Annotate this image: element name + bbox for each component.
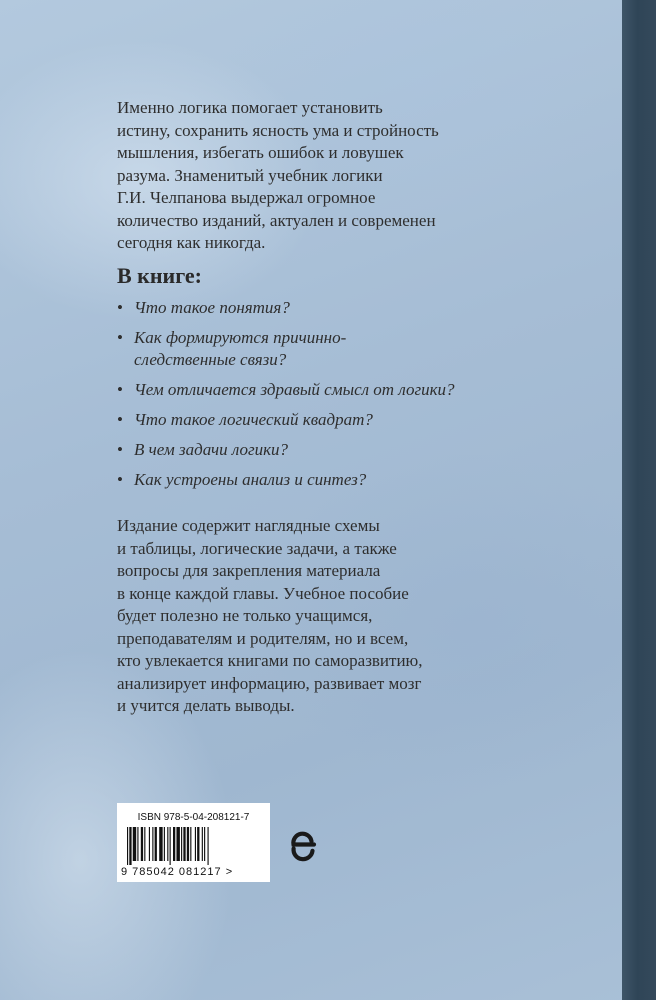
barcode-bar bbox=[137, 827, 138, 861]
barcode-bar bbox=[208, 827, 209, 865]
question-item bbox=[117, 297, 537, 319]
question-line: Что такое логический квадрат? bbox=[134, 410, 373, 429]
intro-line: истину, сохранить ясность ума и стройность bbox=[117, 120, 439, 140]
barcode-bar bbox=[202, 827, 203, 861]
barcode-bar bbox=[170, 827, 171, 865]
outro-line: вопросы для закрепления материала bbox=[117, 561, 381, 580]
barcode-bar bbox=[127, 827, 128, 865]
question-line: Как устроены анализ и синтез? bbox=[134, 470, 367, 489]
intro-line: сегодня как никогда. bbox=[117, 233, 266, 252]
question-item bbox=[117, 379, 537, 401]
barcode-bar bbox=[183, 827, 185, 861]
question-item bbox=[117, 327, 537, 371]
intro-line: мышления, избегать ошибок и ловушек bbox=[117, 143, 404, 162]
in-book-heading: В книге: bbox=[117, 263, 202, 288]
bullet-icon: • bbox=[117, 328, 123, 347]
question-item bbox=[117, 439, 537, 461]
question-line: следственные связи? bbox=[134, 350, 287, 369]
bullet-icon: • bbox=[117, 380, 123, 399]
question-line: Как формируются причинно- bbox=[134, 328, 347, 347]
spine-band bbox=[622, 0, 656, 1000]
question-line: В чем задачи логики? bbox=[134, 440, 289, 459]
outro-line: и таблицы, логические задачи, а также bbox=[117, 538, 397, 558]
bullet-icon: • bbox=[117, 470, 123, 489]
barcode-bar bbox=[190, 827, 191, 861]
outro-line: Издание содержит наглядные схемы bbox=[117, 516, 380, 535]
barcode-bar bbox=[173, 827, 175, 861]
barcode-bar bbox=[141, 827, 143, 861]
barcode-bar bbox=[152, 827, 153, 861]
barcode-digits: 9 785042 081217 > bbox=[121, 866, 234, 878]
barcode-bar bbox=[149, 827, 150, 861]
intro-line: Г.И. Челпанова выдержал огромное bbox=[117, 188, 376, 207]
barcode-bar bbox=[181, 827, 182, 861]
outro-line: анализирует информацию, развивает мозг bbox=[117, 673, 422, 693]
bullet-icon: • bbox=[117, 298, 123, 317]
barcode-icon bbox=[127, 827, 260, 865]
barcode-bar bbox=[155, 827, 157, 861]
outro-line: и учится делать выводы. bbox=[117, 696, 295, 715]
barcode-bar bbox=[164, 827, 165, 861]
barcode-bar bbox=[176, 827, 179, 861]
outro-line: преподавателям и родителям, но и всем, bbox=[117, 628, 409, 648]
e-letter-logo-icon bbox=[283, 827, 321, 865]
question-item bbox=[117, 409, 537, 431]
barcode-box bbox=[117, 803, 270, 882]
bullet-icon: • bbox=[117, 440, 123, 459]
intro-line: Именно логика помогает установить bbox=[117, 98, 383, 117]
intro-line: количество изданий, актуален и современен bbox=[117, 210, 436, 230]
barcode-bar bbox=[197, 827, 199, 861]
bullet-icon: • bbox=[117, 410, 123, 429]
barcode-bar bbox=[144, 827, 145, 861]
barcode-bar bbox=[167, 827, 168, 861]
barcode-bar bbox=[159, 827, 162, 861]
barcode-bar bbox=[204, 827, 205, 861]
barcode-bar bbox=[195, 827, 196, 861]
outro-line: в конце каждой главы. Учебное пособие bbox=[117, 583, 409, 603]
intro-paragraph bbox=[117, 97, 517, 255]
barcode-bar bbox=[133, 827, 136, 861]
isbn-label: ISBN 978-5-04-208121-7 bbox=[137, 812, 250, 823]
barcode-bar bbox=[187, 827, 189, 861]
question-item bbox=[117, 469, 537, 491]
question-line: Чем отличается здравый смысл от логики? bbox=[134, 380, 455, 399]
outro-line: будет полезно не только учащимся, bbox=[117, 606, 373, 625]
question-list bbox=[117, 297, 537, 499]
barcode-bar bbox=[129, 827, 131, 865]
outro-line: кто увлекается книгами по саморазвитию, bbox=[117, 651, 423, 670]
intro-line: разума. Знаменитый учебник логики bbox=[117, 165, 383, 185]
outro-paragraph bbox=[117, 515, 517, 718]
question-line: Что такое понятия? bbox=[134, 298, 290, 317]
